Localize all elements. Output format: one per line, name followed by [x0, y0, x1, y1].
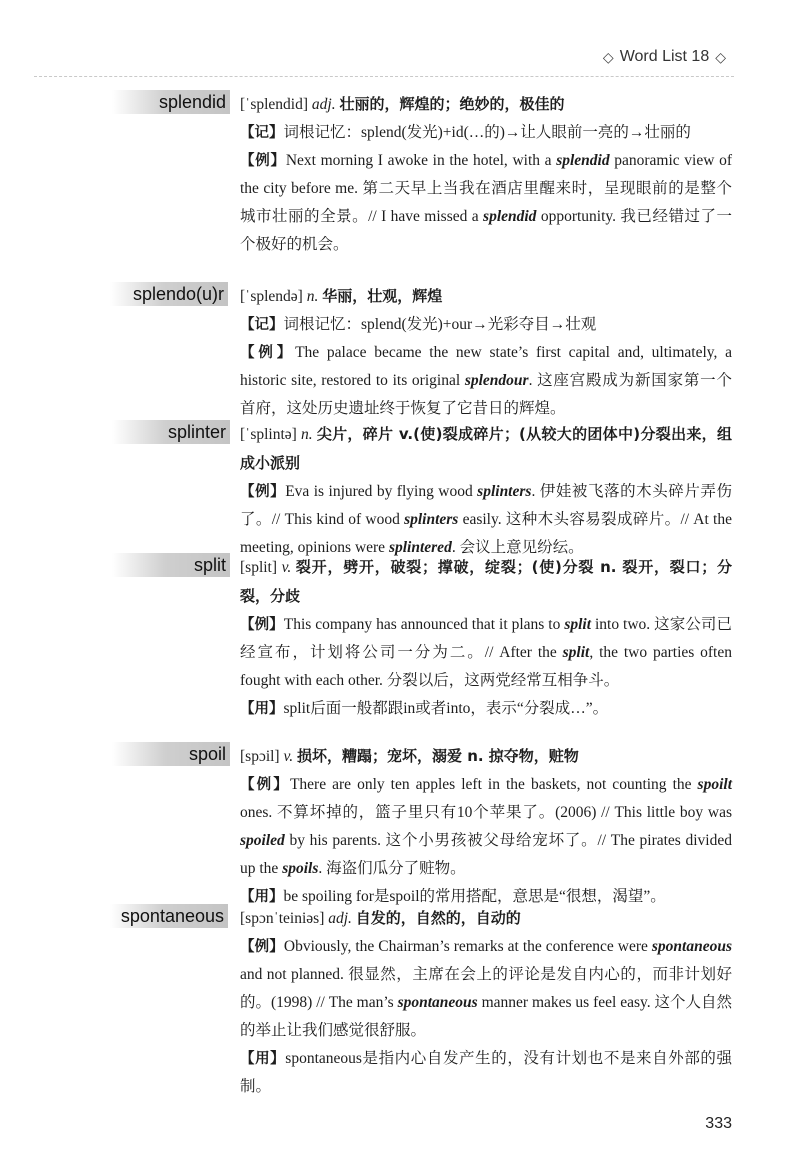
- keyword-highlight: split: [562, 644, 590, 661]
- entry-paragraph: [240, 771, 732, 883]
- section-tag: 【记】: [240, 125, 284, 141]
- text-segment: . 海盗们瓜分了赃物。: [318, 860, 466, 877]
- entry-body: [240, 282, 732, 423]
- section-tag: 【例】: [240, 153, 286, 169]
- phonetic: [ˈsplendə]: [240, 288, 307, 305]
- headword: spontaneous: [110, 904, 228, 928]
- definition: 尖片，碎片 v.(使)裂成碎片；(从较大的团体中)分裂出来，组成小派别: [240, 425, 732, 472]
- headword: splendo(u)r: [110, 282, 228, 306]
- definition: 自发的，自然的，自动的: [355, 909, 521, 927]
- entry-body: [240, 90, 732, 259]
- part-of-speech: v.: [281, 559, 296, 576]
- section-tag: 【例】: [240, 484, 286, 500]
- keyword-highlight: split: [564, 616, 592, 633]
- text-segment: opportunity. 我已经错过了一个极好的机会。: [240, 208, 732, 253]
- text-segment: . 伊娃被飞落的木头碎片弄伤了。// This kind of wood: [240, 483, 732, 528]
- entry-body: [240, 420, 732, 562]
- entry-paragraph: [240, 339, 732, 423]
- headword: splinter: [112, 420, 230, 444]
- text-segment: Eva is injured by flying wood: [285, 483, 478, 500]
- text-segment: easily. 这种木头容易裂成碎片。// At the meeting, opinions were: [240, 511, 732, 556]
- definition-line: [240, 553, 732, 611]
- definition: 损坏，糟蹋；宠坏，溺爱 n. 掠夺物，赃物: [296, 747, 579, 765]
- entry-paragraph: [240, 695, 732, 723]
- keyword-highlight: splintered: [388, 539, 452, 556]
- diamond-arrow-icon: ◇: [602, 48, 614, 65]
- keyword-highlight: spoilt: [697, 776, 732, 793]
- part-of-speech: v.: [283, 748, 297, 765]
- text-segment: into two. 这家公司已经宣布，计划将公司一分为二。// After the: [240, 616, 733, 661]
- section-tag: 【例】: [240, 939, 284, 955]
- entry-body: [240, 742, 732, 911]
- word-list-title: Word List 18: [619, 48, 710, 65]
- entry-paragraph: [240, 119, 732, 147]
- text-segment: There are only ten apples left in the baskets, not counting the: [289, 776, 698, 793]
- text-segment: 词根记忆：splend(发光)+id(…的)→让人眼前一亮的→壮丽的: [283, 124, 691, 141]
- keyword-highlight: splinters: [477, 483, 532, 500]
- text-segment: Obviously, the Chairman’s remarks at the conference were: [283, 938, 652, 955]
- entry-body: [240, 553, 732, 723]
- phonetic: [split]: [240, 559, 282, 576]
- definition: 裂开，劈开，破裂；撑破，绽裂；(使)分裂 n. 裂开，裂口；分裂，分歧: [240, 558, 732, 605]
- entry-paragraph: [240, 311, 732, 339]
- part-of-speech: adj.: [328, 910, 356, 927]
- header-divider: [34, 76, 734, 77]
- page-number: 333: [705, 1115, 732, 1132]
- definition-line: [240, 90, 732, 119]
- text-segment: 词根记忆：splend(发光)+our→光彩夺目→壮观: [283, 316, 597, 333]
- keyword-highlight: spoiled: [240, 832, 285, 849]
- definition-line: [240, 904, 732, 933]
- part-of-speech: adj.: [311, 96, 340, 113]
- text-segment: This company has announced that it plans to: [283, 616, 565, 633]
- keyword-highlight: spontaneous: [397, 994, 478, 1011]
- section-tag: 【记】: [240, 317, 284, 333]
- headword: splendid: [112, 90, 230, 114]
- entry-paragraph: [240, 611, 732, 695]
- keyword-highlight: spoils: [282, 860, 319, 877]
- section-tag: 【例】: [240, 777, 290, 793]
- headword: split: [112, 553, 230, 577]
- entry-paragraph: [240, 933, 732, 1045]
- entry-paragraph: [240, 1045, 732, 1101]
- entry-body: [240, 904, 732, 1101]
- definition-line: [240, 742, 732, 771]
- phonetic: [spɔil]: [240, 748, 284, 765]
- text-segment: , the two parties often fought with each other. 分裂以后，这两党经常互相争斗。: [240, 644, 732, 689]
- definition: 壮丽的，辉煌的；绝妙的，极佳的: [339, 95, 565, 113]
- definition: 华丽，壮观，辉煌: [322, 287, 443, 305]
- page-header: [603, 48, 726, 66]
- text-segment: be spoiling for是spoil的常用搭配，意思是“很想，渴望”。: [283, 888, 666, 905]
- text-segment: . 这座宫殿成为新国家第一个首府，这处历史遗址终于恢复了它昔日的辉煌。: [240, 372, 732, 417]
- section-tag: 【例】: [240, 617, 284, 633]
- phonetic: [spɔnˈteiniəs]: [240, 910, 329, 927]
- keyword-highlight: splendour: [464, 372, 529, 389]
- part-of-speech: n.: [301, 426, 317, 443]
- text-segment: split后面一般都跟in或者into，表示“分裂成…”。: [283, 700, 609, 717]
- phonetic: [ˈsplendid]: [240, 96, 312, 113]
- section-tag: 【用】: [240, 1051, 286, 1067]
- headword: spoil: [112, 742, 230, 766]
- keyword-highlight: splendid: [483, 208, 537, 225]
- text-segment: . 会议上意见纷纭。: [451, 539, 584, 556]
- definition-line: [240, 420, 732, 478]
- text-segment: ones. 不算坏掉的，篮子里只有10个苹果了。(2006) // This little boy was: [240, 804, 732, 821]
- section-tag: 【用】: [240, 889, 284, 905]
- text-segment: by his parents. 这个小男孩被父母给宠坏了。// The pirates divided up the: [240, 832, 732, 877]
- section-tag: 【例】: [240, 345, 296, 361]
- text-segment: The palace became the new state’s first capital and, ultimately, a historic site, restored to its original: [240, 344, 732, 389]
- text-segment: manner makes us feel easy. 这个人自然的举止让我们感觉很舒服。: [240, 994, 733, 1039]
- text-segment: and not planned. 很显然，主席在会上的评论是发自内心的，而非计划好的。(1998) // The man’s: [240, 966, 732, 1011]
- entry-paragraph: [240, 147, 732, 259]
- text-segment: panoramic view of the city before me. 第二天早上当我在酒店里醒来时，呈现眼前的是整个城市壮丽的全景。// I have missed a: [240, 152, 732, 225]
- keyword-highlight: splendid: [556, 152, 610, 169]
- text-segment: Next morning I awoke in the hotel, with a: [285, 152, 557, 169]
- phonetic: [ˈsplintə]: [240, 426, 301, 443]
- keyword-highlight: spontaneous: [651, 938, 733, 955]
- part-of-speech: n.: [306, 288, 323, 305]
- entry-paragraph: [240, 478, 732, 562]
- diamond-arrow-icon: ◇: [715, 48, 726, 65]
- text-segment: spontaneous是指内心自发产生的，没有计划也不是来自外部的强制。: [240, 1050, 732, 1095]
- definition-line: [240, 282, 732, 311]
- section-tag: 【用】: [240, 701, 284, 717]
- keyword-highlight: splinters: [404, 511, 459, 528]
